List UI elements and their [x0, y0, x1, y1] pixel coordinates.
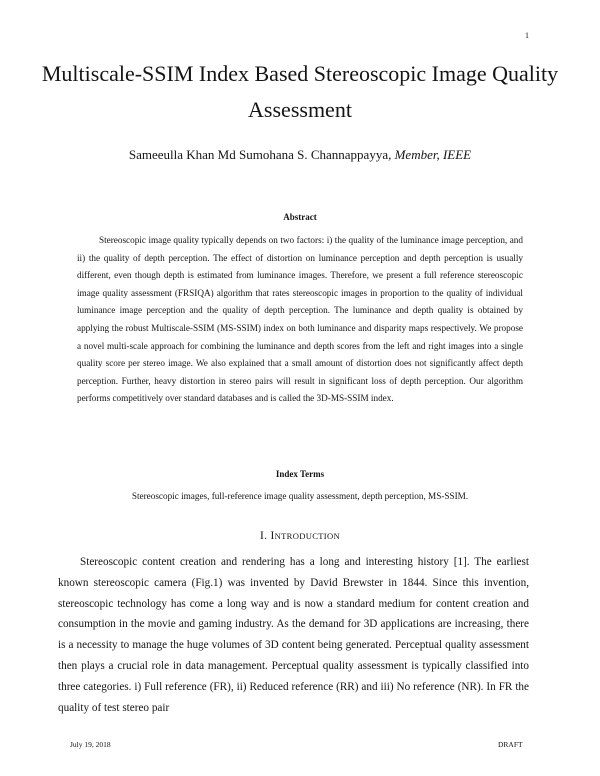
- section-number: I.: [259, 530, 268, 542]
- page-number: 1: [525, 31, 529, 40]
- section-title-rest: NTRODUCTION: [274, 531, 340, 541]
- intro-paragraph: Stereoscopic content creation and rendering has a long and interesting history [1]. The earliest known stereoscopic camera (Fig.1) was invented by David Brewster in 1844. Since this invention, stereoscopic technology has come a long way and is now a standard medium for content creation and consumption in the movie and gaming industry. As the demand for 3D applications are increasing, there is a necessity to manage the huge volumes of 3D content being generated. Perceptual quality assessment then plays a crucial role in data management. Perceptual quality assessment is typically classified into three categories. i) Full reference (FR), ii) Reduced reference (RR) and iii) No reference (NR). In FR the quality of test stereo pair: [58, 556, 529, 714]
- section-heading: [40, 530, 560, 542]
- footer-draft-label: DRAFT: [498, 740, 523, 749]
- footer-date: July 19, 2018: [70, 740, 111, 749]
- author-affiliation: Member, IEEE: [394, 147, 472, 162]
- index-terms-heading: Index Terms: [275, 469, 325, 479]
- abstract-text: Stereoscopic image quality typically depends on two factors: i) the quality of the luminance image perception, and ii) the quality of depth perception. The effect of distortion on luminance perception and depth perception is usually different, even though depth is estimated from luminance images. Therefore, we present a full reference stereoscopic image quality assessment (FRSIQA) algorithm that rates stereoscopic images in proportion to the quality of individual luminance image perception and the quality of depth perception. The luminance and depth quality is obtained by applying the robust Multiscale-SSIM (MS-SSIM) index on both luminance and disparity maps respectively. We propose a novel multi-scale approach for combining the luminance and depth scores from the left and right images into a single quality score per stereo image. We also explained that a small amount of distortion does not significantly affect depth perception. Further, heavy distortion in stereo pairs will result in significant loss of depth perception. Our algorithm performs competitively over standard databases and is called the 3D-MS-SSIM index.: [77, 235, 523, 404]
- author-line: [40, 147, 560, 163]
- abstract-body: [77, 232, 523, 408]
- index-terms-text: Stereoscopic images, full-reference image quality assessment, depth perception, MS-SSIM.: [131, 491, 469, 501]
- section-title-initial: I: [270, 530, 275, 542]
- paper-title: Multiscale-SSIM Index Based Stereoscopic Image Quality Assessment: [41, 61, 559, 122]
- introduction-body: [58, 552, 529, 718]
- author-names: Sameeulla Khan Md Sumohana S. Channappayya,: [128, 147, 392, 162]
- abstract-heading: Abstract: [283, 212, 317, 222]
